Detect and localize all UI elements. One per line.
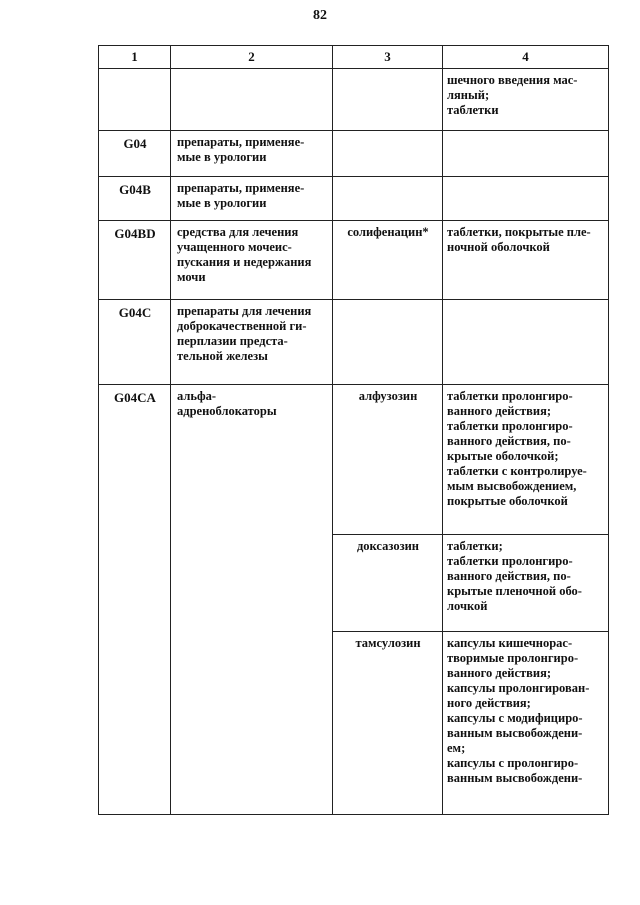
- group-cell: препараты, применяе- мые в урологии: [171, 131, 333, 177]
- table-row: [99, 221, 609, 300]
- dosage-form-cell: таблетки; таблетки пролонгиро- ванного действия, по- крытые пленочной обо- лочкой: [443, 535, 609, 632]
- column-header-1: 1: [99, 46, 171, 69]
- column-header-4: 4: [443, 46, 609, 69]
- atc-code-cell: [99, 69, 171, 131]
- dosage-form-cell: [443, 131, 609, 177]
- table-header-row: [99, 46, 609, 69]
- dosage-form-cell: [443, 300, 609, 385]
- drug-cell: [333, 300, 443, 385]
- atc-code-cell: G04: [99, 131, 171, 177]
- drug-table: [98, 45, 609, 815]
- group-cell: препараты, применяе- мые в урологии: [171, 177, 333, 221]
- drug-cell: алфузозин: [333, 385, 443, 535]
- group-cell: альфа- адреноблокаторы: [171, 385, 333, 815]
- atc-code-cell: G04BD: [99, 221, 171, 300]
- drug-cell: солифенацин*: [333, 221, 443, 300]
- drug-cell: тамсулозин: [333, 632, 443, 815]
- drug-cell: [333, 131, 443, 177]
- drug-cell: [333, 177, 443, 221]
- table-row: [99, 177, 609, 221]
- drug-cell: доксазозин: [333, 535, 443, 632]
- table-row: [99, 69, 609, 131]
- dosage-form-cell: таблетки пролонгиро- ванного действия; таблетки пролонгиро- ванного действия, по- крытые оболочкой; таблетки с контролируе- мым высвобождением, покрытые оболочкой: [443, 385, 609, 535]
- table-row: [99, 131, 609, 177]
- table-row: [99, 300, 609, 385]
- atc-code-cell: G04B: [99, 177, 171, 221]
- group-cell: препараты для лечения доброкачественной ги- перплазии предста- тельной железы: [171, 300, 333, 385]
- dosage-form-cell: капсулы кишечнорас- творимые пролонгиро- ванного действия; капсулы пролонгирован- ного действия; капсулы с модифициро- ванным высвобождени- ем; капсулы с пролонгиро- ванным высвобождени-: [443, 632, 609, 815]
- atc-code-cell: G04CA: [99, 385, 171, 815]
- group-cell: средства для лечения учащенного мочеис- пускания и недержания мочи: [171, 221, 333, 300]
- drug-cell: [333, 69, 443, 131]
- dosage-form-cell: таблетки, покрытые пле- ночной оболочкой: [443, 221, 609, 300]
- table-row: [99, 385, 609, 535]
- atc-code-cell: G04C: [99, 300, 171, 385]
- dosage-form-cell: шечного введения мас- ляный; таблетки: [443, 69, 609, 131]
- column-header-2: 2: [171, 46, 333, 69]
- page-number: 82: [313, 8, 327, 23]
- group-cell: [171, 69, 333, 131]
- column-header-3: 3: [333, 46, 443, 69]
- dosage-form-cell: [443, 177, 609, 221]
